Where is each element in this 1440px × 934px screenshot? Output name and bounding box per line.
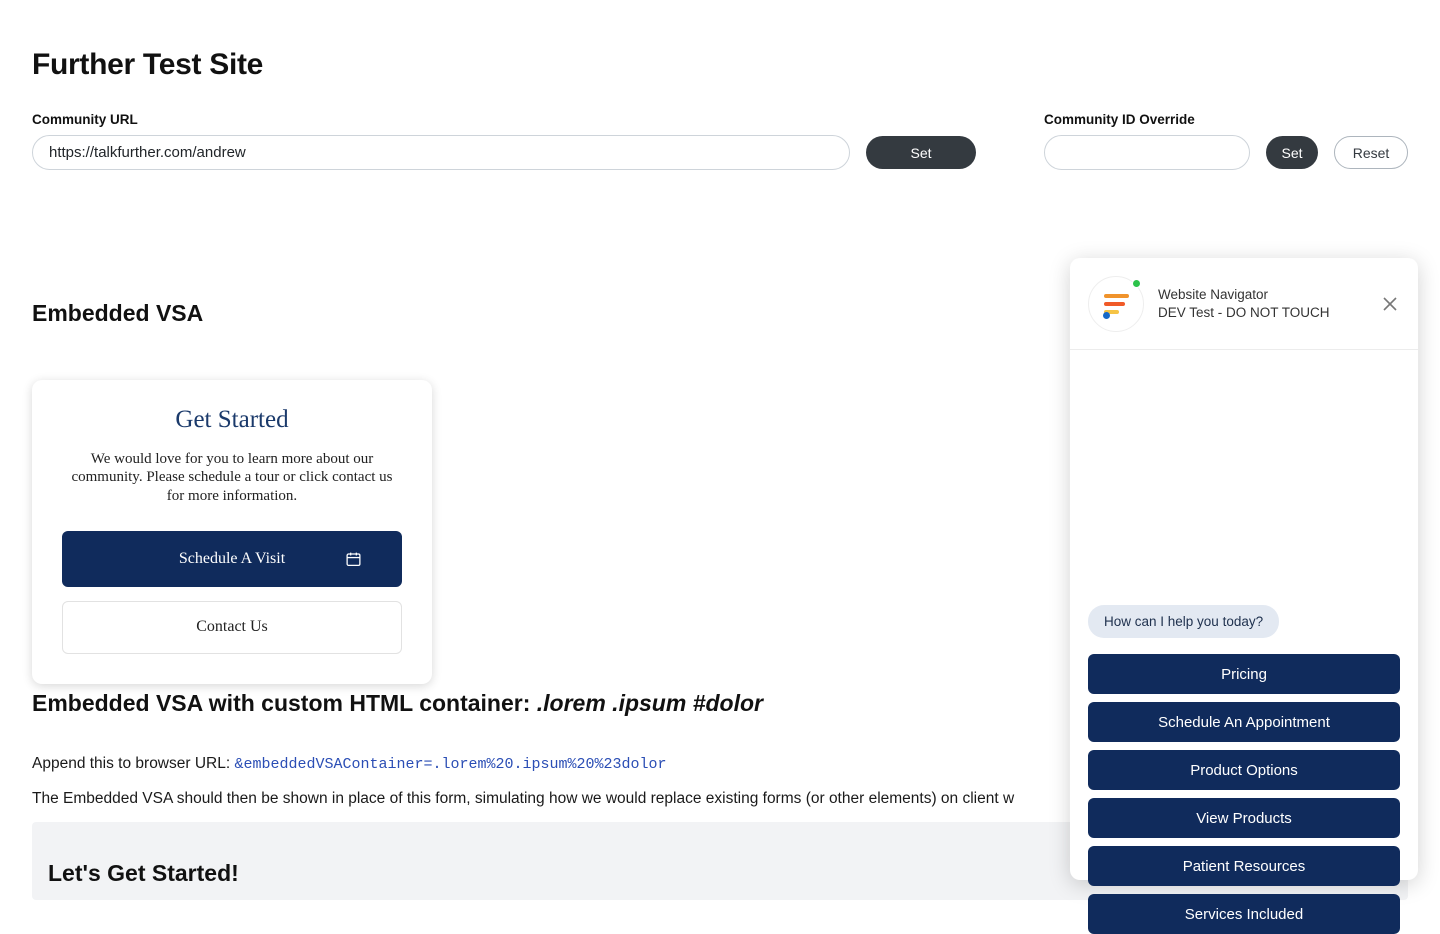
further-logo-avatar xyxy=(1088,276,1144,332)
chat-header-titles xyxy=(1158,286,1330,321)
quick-reply-pricing[interactable]: Pricing xyxy=(1088,654,1400,694)
online-status-dot xyxy=(1132,279,1141,288)
chat-header xyxy=(1070,258,1418,350)
logo-blue-dot-icon xyxy=(1103,312,1110,319)
schedule-a-visit-button[interactable] xyxy=(62,531,402,587)
embedded-vsa-description: The Embedded VSA should then be shown in place of this form, simulating how we would replace existing forms (or other elements) on client w xyxy=(32,789,1015,807)
quick-reply-services-included[interactable]: Services Included xyxy=(1088,894,1400,934)
chat-title-line1: Website Navigator xyxy=(1158,287,1269,303)
chat-widget xyxy=(1070,258,1418,923)
community-url-input[interactable] xyxy=(32,135,850,170)
custom-container-heading xyxy=(32,690,763,717)
close-icon[interactable] xyxy=(1378,292,1402,316)
quick-reply-patient-resources[interactable]: Patient Resources xyxy=(1088,846,1400,886)
community-id-override-group xyxy=(1044,112,1408,170)
vsa-card-title: Get Started xyxy=(175,406,289,433)
append-url-prefix: Append this to browser URL: xyxy=(32,754,235,772)
get-started-band-heading: Let's Get Started! xyxy=(48,860,239,886)
schedule-a-visit-label: Schedule A Visit xyxy=(178,549,286,567)
append-url-code: &embeddedVSAContainer=.lorem%20.ipsum%20%23dolor xyxy=(234,755,667,773)
community-id-reset-button[interactable]: Reset xyxy=(1334,136,1408,169)
community-url-set-button[interactable]: Set xyxy=(866,136,976,169)
chat-body xyxy=(1070,350,1418,923)
embedded-vsa-heading: Embedded VSA xyxy=(32,300,204,326)
page-title: Further Test Site xyxy=(32,48,264,81)
vsa-card-subtitle: We would love for you to learn more about our community. Please schedule a tour or click contact us for more information. xyxy=(71,451,393,504)
embedded-vsa-card xyxy=(32,380,432,684)
calendar-icon xyxy=(345,550,362,567)
community-url-group xyxy=(32,112,980,170)
community-url-row xyxy=(32,135,980,170)
chat-bot-message: How can I help you today? xyxy=(1088,605,1279,638)
community-id-override-row xyxy=(1044,135,1408,170)
contact-us-button[interactable] xyxy=(62,601,402,654)
quick-reply-view-products[interactable]: View Products xyxy=(1088,798,1400,838)
quick-reply-product-options[interactable]: Product Options xyxy=(1088,750,1400,790)
chat-title-line2: DEV Test - DO NOT TOUCH xyxy=(1158,304,1330,320)
community-url-label: Community URL xyxy=(32,112,138,127)
quick-reply-schedule-an-appointment[interactable]: Schedule An Appointment xyxy=(1088,702,1400,742)
community-id-override-label: Community ID Override xyxy=(1044,112,1195,127)
custom-container-heading-text: Embedded VSA with custom HTML container: xyxy=(32,690,537,716)
contact-us-label: Contact Us xyxy=(196,618,268,636)
custom-container-selector: .lorem .ipsum #dolor xyxy=(536,690,763,716)
append-url-line xyxy=(32,755,667,773)
community-id-set-button[interactable]: Set xyxy=(1266,136,1318,169)
chat-quick-replies xyxy=(1088,654,1400,934)
community-id-override-input[interactable] xyxy=(1044,135,1250,170)
